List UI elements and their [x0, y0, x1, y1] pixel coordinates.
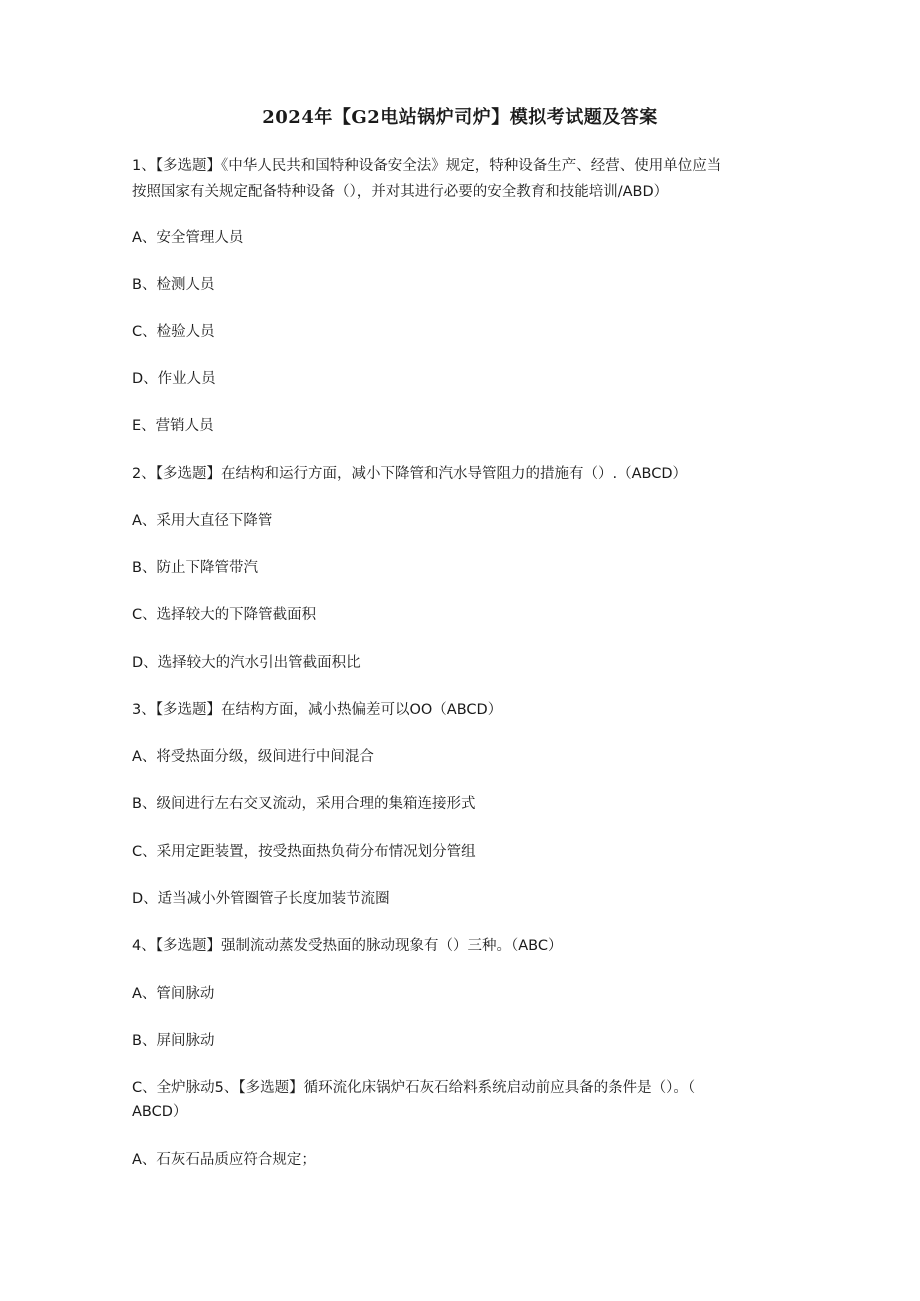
q3-option-c: C、采用定距装置，按受热面热负荷分布情况划分管组 [132, 844, 476, 860]
q4-option-c-and-question-5: C、全炉脉动5、【多选题】循环流化床锅炉石灰石给料系统启动前应具备的条件是（）。（ [132, 1080, 696, 1096]
q3-option-a: A、将受热面分级，级间进行中间混合 [132, 749, 374, 765]
question-1-line-1: 1、【多选题】《中华人民共和国特种设备安全法》规定，特种设备生产、经营、使用单位应当 [132, 158, 722, 174]
question-5-answer: ABCD） [132, 1104, 188, 1120]
question-1-line-2: 按照国家有关规定配备特种设备（），并对其进行必要的安全教育和技能培训/ABD） [132, 184, 669, 200]
question-3: 3、【多选题】在结构方面，减小热偏差可以OO（ABCD） [132, 702, 503, 718]
q1-option-b: B、检测人员 [132, 277, 215, 293]
question-2: 2、【多选题】在结构和运行方面，减小下降管和汽水导管阻力的措施有（）.（ABCD） [132, 466, 687, 482]
q1-option-d: D、作业人员 [132, 371, 216, 387]
q1-option-c: C、检验人员 [132, 324, 215, 340]
q1-option-e: E、营销人员 [132, 418, 214, 434]
q2-option-d: D、选择较大的汽水引出管截面积比 [132, 655, 361, 671]
q3-option-b: B、级间进行左右交叉流动，采用合理的集箱连接形式 [132, 796, 476, 812]
q5-option-a: A、石灰石品质应符合规定； [132, 1152, 316, 1168]
q3-option-d: D、适当减小外管圈管子长度加装节流圈 [132, 891, 390, 907]
question-4: 4、【多选题】强制流动蒸发受热面的脉动现象有（）三种。（ABC） [132, 938, 563, 954]
q4-option-a: A、管间脉动 [132, 986, 215, 1002]
q4-option-b: B、屏间脉动 [132, 1033, 215, 1049]
q2-option-b: B、防止下降管带汽 [132, 560, 258, 576]
document-title: 2024年【G2电站锅炉司炉】模拟考试题及答案 [262, 107, 658, 128]
q2-option-a: A、采用大直径下降管 [132, 513, 273, 529]
q1-option-a: A、安全管理人员 [132, 230, 244, 246]
q2-option-c: C、选择较大的下降管截面积 [132, 607, 317, 623]
